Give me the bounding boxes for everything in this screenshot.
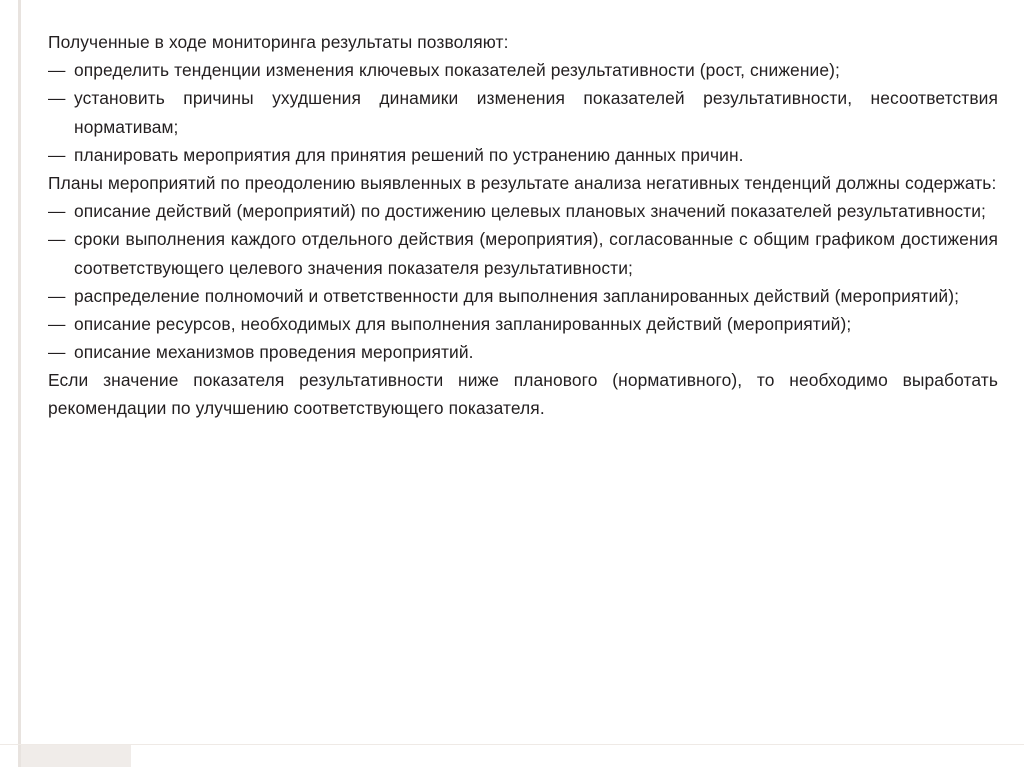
list-item: [48, 197, 998, 225]
list-item-text: описание механизмов проведения мероприятий.: [74, 342, 474, 363]
list-item-text: описание действий (мероприятий) по достижению целевых плановых значений показателей результативности;: [74, 201, 986, 222]
second-paragraph: Планы мероприятий по преодолению выявленных в результате анализа негативных тенденций должны содержать:: [48, 172, 997, 193]
list-item-text: планировать мероприятия для принятия решений по устранению данных причин.: [74, 144, 744, 165]
list-item: [48, 310, 998, 338]
list-item: [48, 56, 998, 84]
dash-marker: —: [48, 229, 66, 250]
left-margin-rule: [18, 0, 21, 767]
list-item: [48, 282, 998, 310]
dash-marker: —: [48, 144, 66, 165]
list-item-text: сроки выполнения каждого отдельного действия (мероприятия), согласованные с общим графиком достижения соответствующего целевого значения показателя результативности;: [74, 229, 998, 278]
footer-accent-bar: [21, 745, 131, 767]
dash-marker: —: [48, 342, 66, 363]
intro-paragraph: Полученные в ходе мониторинга результаты позволяют:: [48, 32, 509, 52]
dash-marker: —: [48, 88, 66, 109]
dash-marker: —: [48, 60, 66, 81]
list-item-text: описание ресурсов, необходимых для выполнения запланированных действий (мероприятий);: [74, 313, 852, 334]
dash-marker: —: [48, 285, 66, 306]
list-item: [48, 141, 998, 169]
list-item: [48, 84, 998, 140]
closing-paragraph: Если значение показателя результативности ниже планового (нормативного), то необходимо выработать рекомендации по улучшению соответствующего показателя.: [48, 370, 998, 419]
list-item-text: определить тенденции изменения ключевых показателей результативности (рост, снижение);: [74, 60, 840, 81]
list-item-text: распределение полномочий и ответственности для выполнения запланированных действий (мероприятий);: [74, 285, 960, 306]
list-item: [48, 338, 998, 366]
slide-body: [48, 28, 998, 423]
dash-marker: —: [48, 201, 66, 222]
footer-divider: [0, 744, 1024, 745]
list-item-text: установить причины ухудшения динамики изменения показателей результативности, несоответствия нормативам;: [74, 88, 998, 137]
list-item: [48, 225, 998, 281]
dash-marker: —: [48, 313, 66, 334]
